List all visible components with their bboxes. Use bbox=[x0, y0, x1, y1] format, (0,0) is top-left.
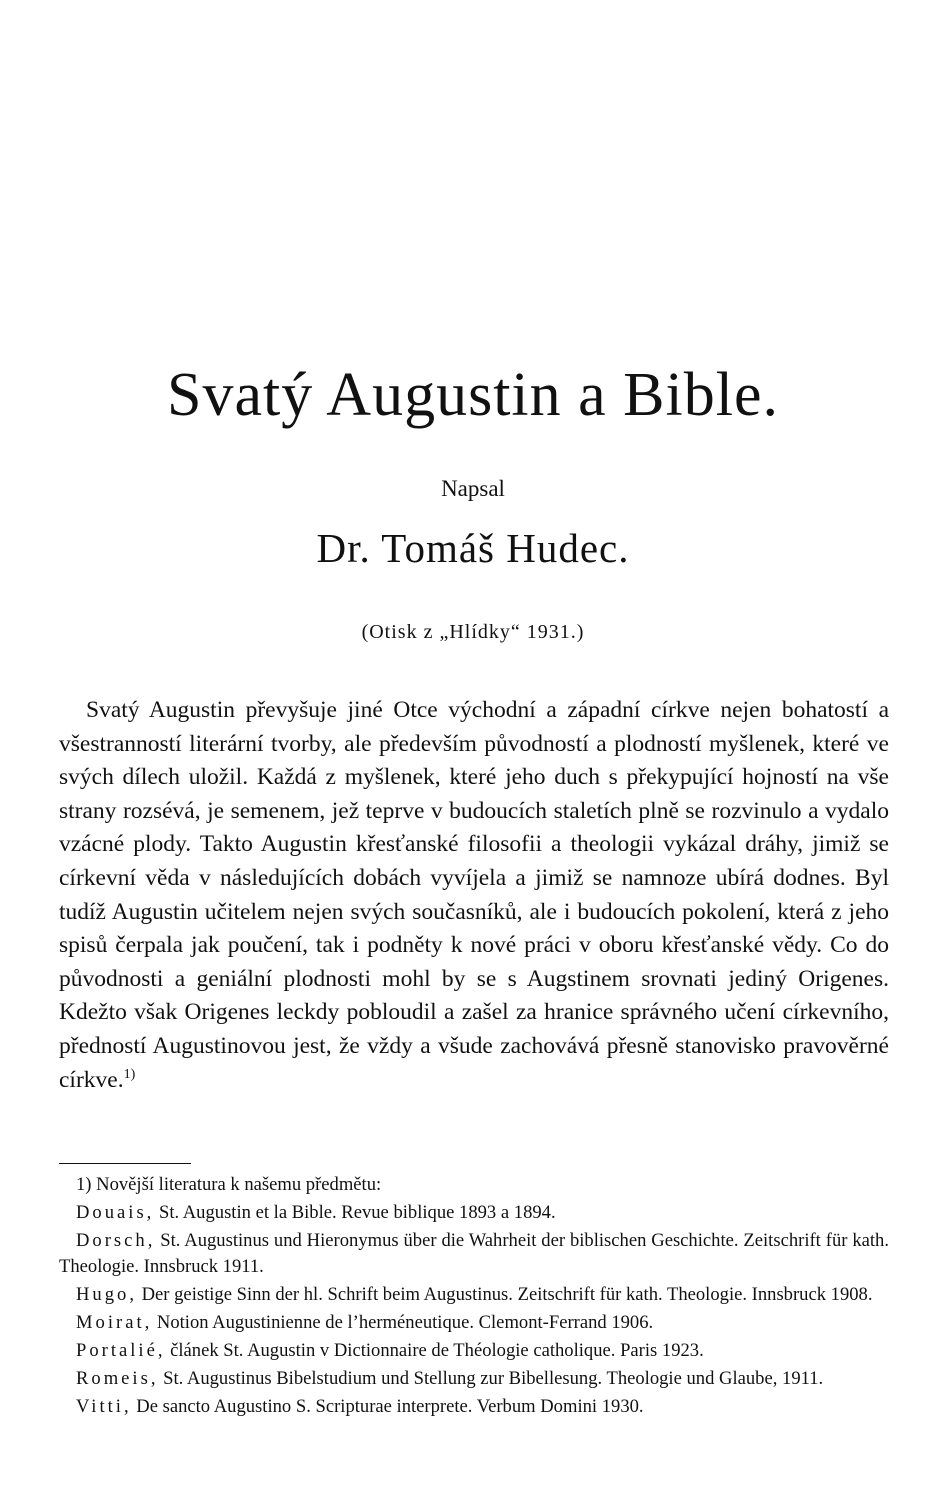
footnote-entry bbox=[59, 1394, 889, 1420]
footnotes bbox=[59, 1172, 889, 1422]
byline-label: Napsal bbox=[441, 476, 505, 501]
footnote-entry-text: De sancto Augustino S. Scripturae interprete. Verbum Domini 1930. bbox=[131, 1396, 644, 1417]
footnote-entry-author: Vitti, bbox=[76, 1396, 132, 1417]
footnote-entry-text: St. Augustin et la Bible. Revue biblique 1893 a 1894. bbox=[154, 1202, 556, 1223]
footnote-entry-text: článek St. Augustin v Dictionnaire de Théologie catholique. Paris 1923. bbox=[165, 1340, 704, 1361]
footnote-reference: 1) bbox=[123, 1066, 136, 1082]
footnote-entry-text: Notion Augustinienne de l’herméneutique. Clemont-Ferrand 1906. bbox=[152, 1312, 654, 1333]
footnote-intro bbox=[59, 1172, 889, 1198]
footnote-intro-text: Novější literatura k našemu předmětu: bbox=[96, 1174, 382, 1195]
footnote-entry bbox=[59, 1310, 889, 1336]
footnote-marker: 1) bbox=[76, 1174, 92, 1195]
footnote-entry bbox=[59, 1338, 889, 1364]
footnote-entry-text: St. Augustinus und Hieronymus über die Wahrheit der biblischen Geschichte. Zeitschrift für kath. Theologie. Innsbruck 1911. bbox=[59, 1230, 889, 1277]
footnote-entry-text: St. Augustinus Bibelstudium und Stellung zur Bibellesung. Theologie und Glaube, 1911. bbox=[158, 1368, 824, 1389]
footnote-entry-author: Douais, bbox=[76, 1202, 155, 1223]
body-paragraph bbox=[59, 694, 889, 1097]
footnote-entry bbox=[59, 1282, 889, 1308]
footnote-entry-author: Hugo, bbox=[76, 1284, 137, 1305]
footnote-entry-text: Der geistige Sinn der hl. Schrift beim Augustinus. Zeitschrift für kath. Theologie. Innsbruck 1908. bbox=[136, 1284, 873, 1305]
footnote-entry bbox=[59, 1200, 889, 1226]
footnote-entry-author: Portalié, bbox=[76, 1340, 166, 1361]
footnote-entry bbox=[59, 1228, 889, 1280]
footnote-entry-author: Dorsch, bbox=[76, 1230, 156, 1251]
footnote-entry bbox=[59, 1366, 889, 1392]
footnote-entry-author: Moirat, bbox=[76, 1312, 153, 1333]
footnote-entry-author: Romeis, bbox=[76, 1368, 159, 1389]
article-title: Svatý Augustin a Bible. bbox=[167, 361, 779, 429]
author-name: Dr. Tomáš Hudec. bbox=[316, 525, 630, 571]
footnote-divider bbox=[59, 1163, 191, 1164]
body-paragraph-text: Svatý Augustin převyšuje jiné Otce východní a západní církve nejen bohatostí a všestranností literární tvorby, ale především původností a plodností myšlenek, které ve svých dílech uložil. Každá z myšlenek, které jeho duch s překypující hojností na vše strany rozsévá, je semenem, jež teprve v budoucích staletích plně se rozvinulo a vydalo vzácné plody. Takto Augustin křesťanské filosofii a theologii vykázal dráhy, jimiž se církevní věda v následujících dobách vyvíjela a jimiž se namnoze ubírá dodnes. Byl tudíž Augustin učitelem nejen svých současníků, ale i budoucích pokolení, která z jeho spisů čerpala jak poučení, tak i podněty k nové práci v oboru křesťanské vědy. Co do původnosti a geniální plodnosti mohl by se s Augstinem srovnati jediný Origenes. Kdežto však Origenes leckdy pobloudil a zašel za hranice správného učení církevního, předností Augustinovou jest, že vždy a všude zachovává přesně stanovisko pravověrné církve. bbox=[59, 697, 889, 1093]
reprint-note: (Otisk z „Hlídky“ 1931.) bbox=[361, 621, 585, 643]
